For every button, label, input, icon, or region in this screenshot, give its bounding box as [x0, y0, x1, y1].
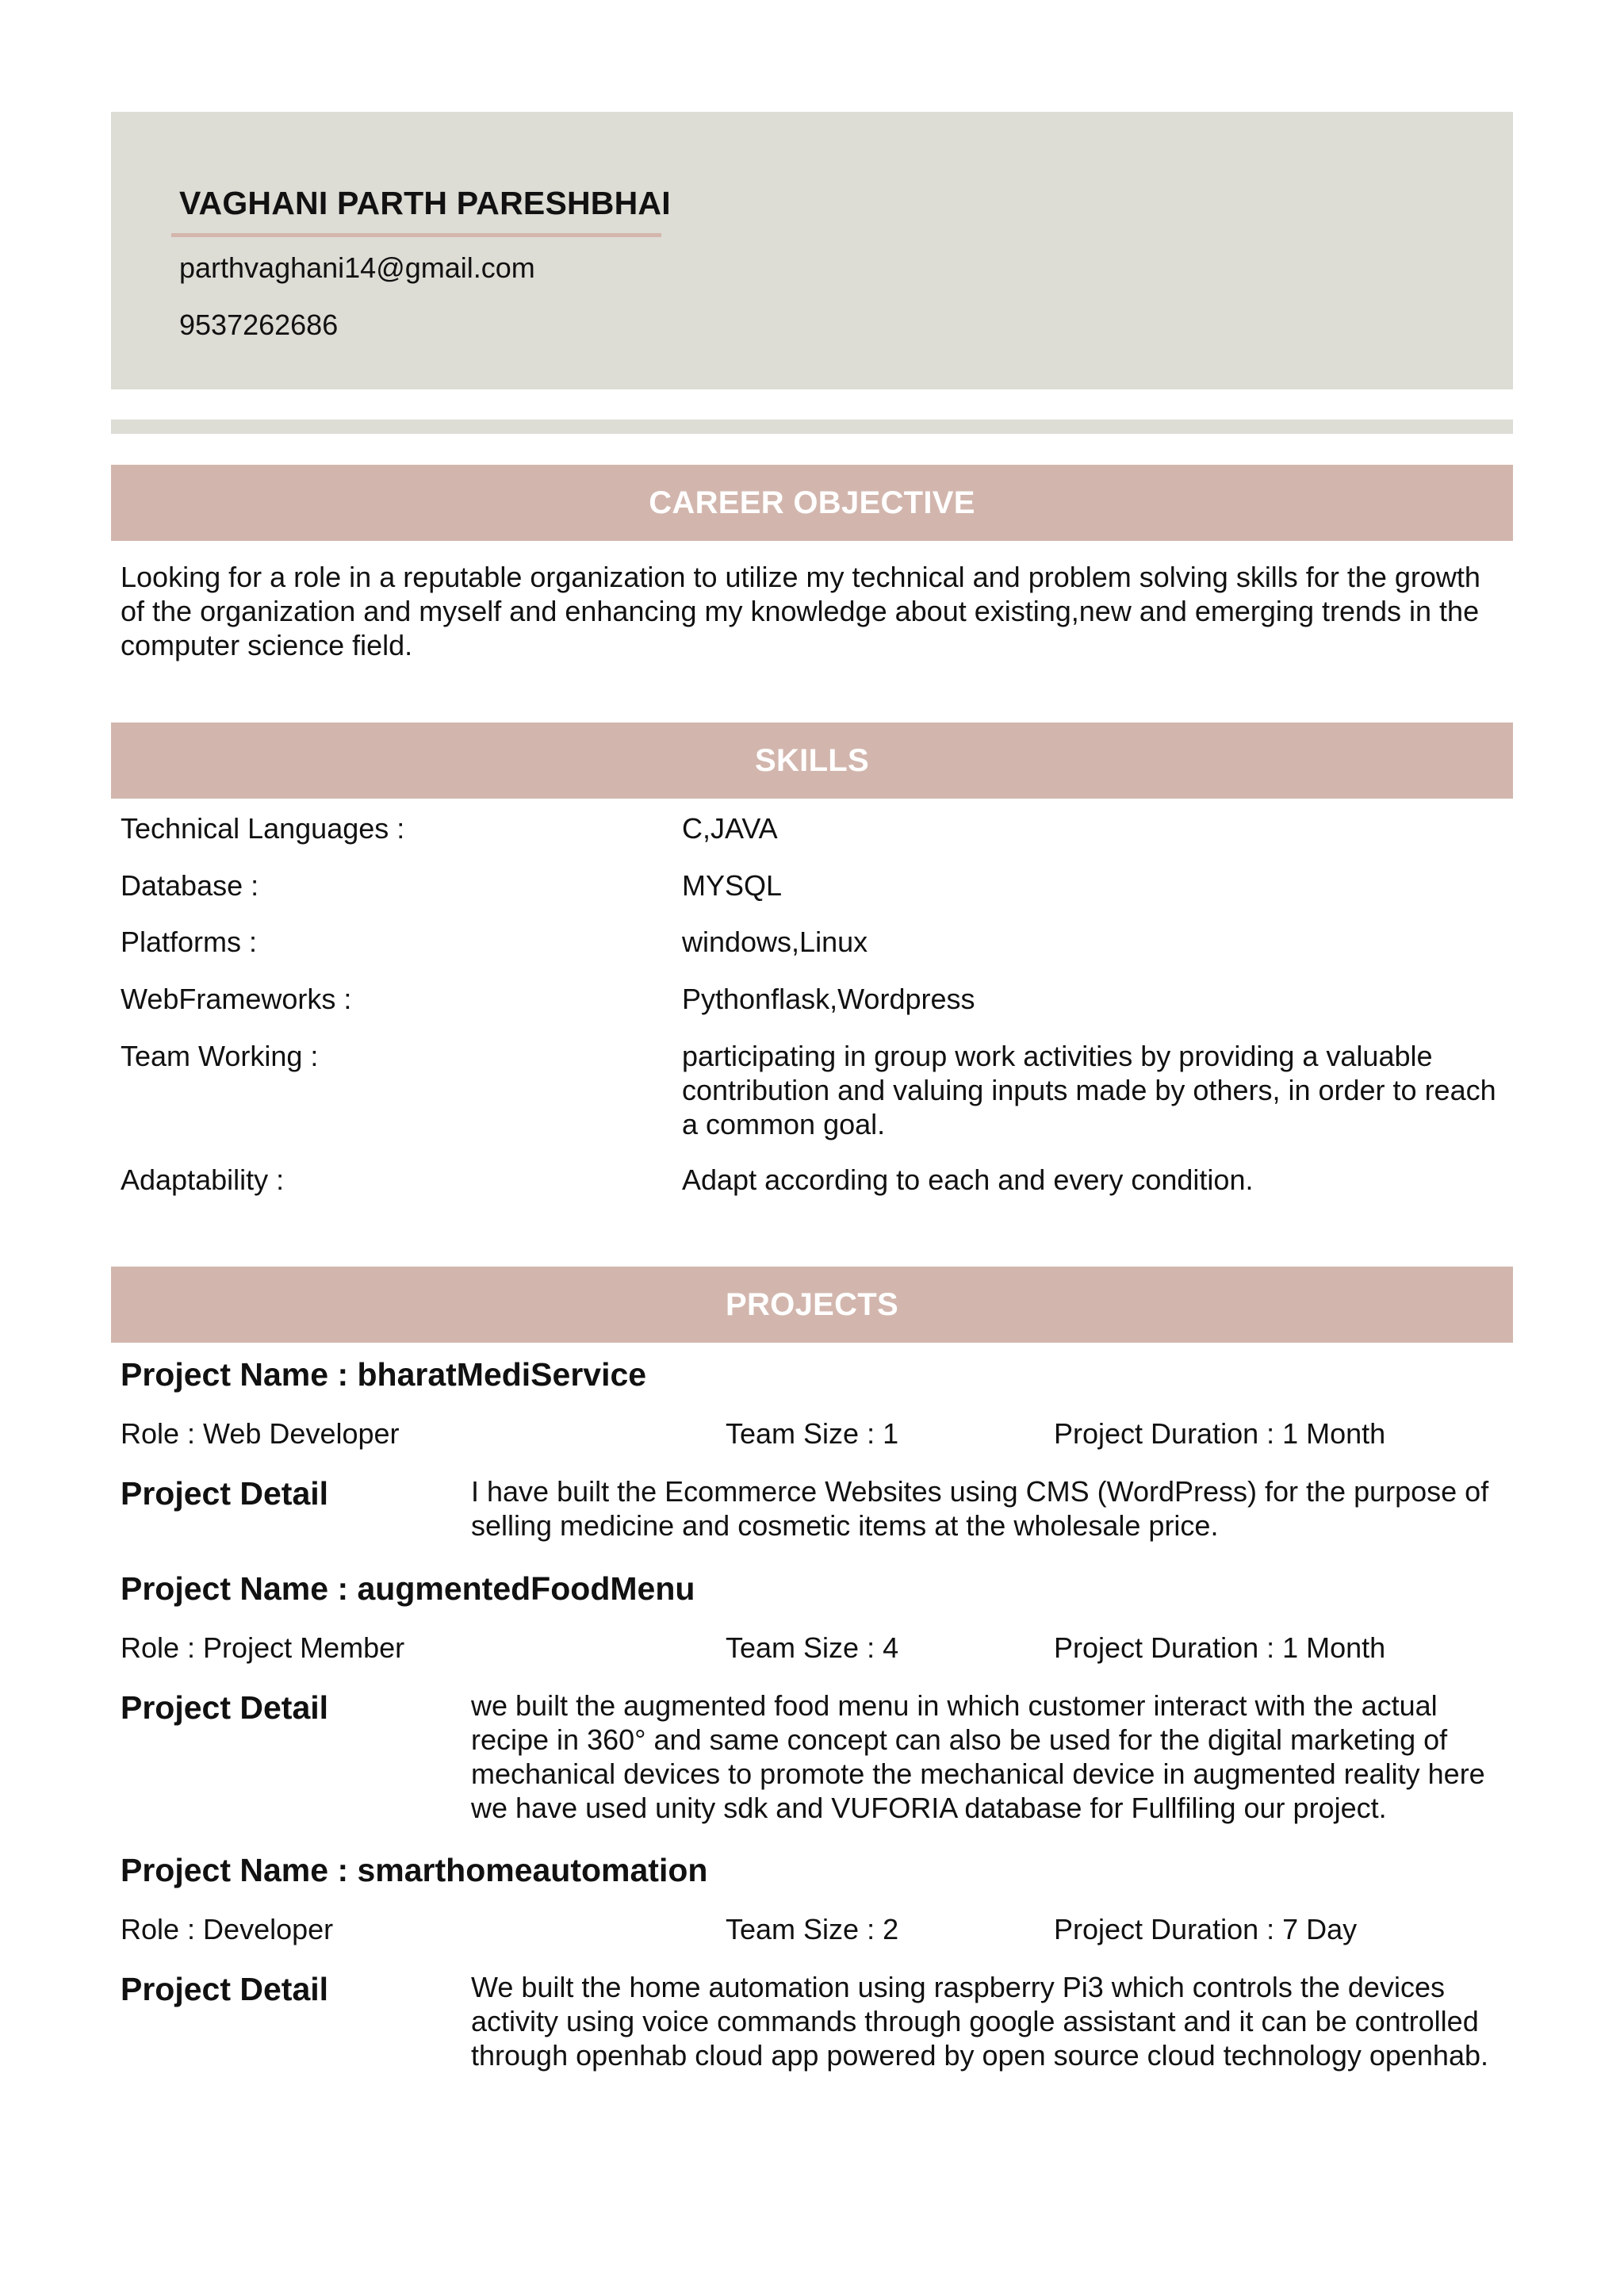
project-team-size: Team Size : 2	[726, 1913, 899, 1945]
skill-label: Technical Languages :	[121, 812, 405, 845]
skill-label: Adaptability :	[121, 1163, 285, 1196]
project-team-size: Team Size : 1	[726, 1417, 899, 1450]
skill-label: WebFrameworks :	[121, 983, 352, 1015]
name-underline	[171, 233, 661, 237]
project-detail-label: Project Detail	[121, 1971, 329, 2007]
project-detail-label: Project Detail	[121, 1689, 329, 1726]
project-team-size: Team Size : 4	[726, 1631, 899, 1664]
project-role: Role : Developer	[121, 1913, 334, 1945]
project-role: Role : Web Developer	[121, 1417, 400, 1450]
project-role: Role : Project Member	[121, 1631, 405, 1664]
email-text: parthvaghani14@gmail.com	[179, 251, 535, 284]
skill-value: windows,Linux	[682, 926, 868, 958]
skills-heading: SKILLS	[111, 723, 1513, 799]
skill-label: Platforms :	[121, 926, 258, 958]
skill-value: C,JAVA	[682, 812, 778, 845]
project-duration: Project Duration : 7 Day	[1054, 1913, 1358, 1945]
project-duration: Project Duration : 1 Month	[1054, 1417, 1386, 1450]
skill-label: Database :	[121, 869, 259, 902]
skill-value: Adapt according to each and every condition.	[682, 1163, 1254, 1196]
project-duration: Project Duration : 1 Month	[1054, 1631, 1386, 1664]
project-detail-label: Project Detail	[121, 1475, 329, 1512]
projects-heading: PROJECTS	[111, 1267, 1513, 1343]
career-objective-text: Looking for a role in a reputable organization to utilize my technical and problem solving skills for the growth of the organization and myself and enhancing my knowledge about existing,new and emerging trends in the computer science field.	[121, 561, 1480, 661]
project-name: Project Name : smarthomeautomation	[121, 1852, 708, 1888]
project-detail-text: we built the augmented food menu in which customer interact with the actual recipe in 360° and same concept can also be used for the digital marketing of mechanical devices to promote the mechanical device in augmented reality here we have used unity sdk and VUFORIA database for Fullfiling our project.	[471, 1689, 1485, 1824]
project-name: Project Name : augmentedFoodMenu	[121, 1570, 695, 1607]
divider-bar	[111, 420, 1513, 434]
project-detail-text: We built the home automation using raspberry Pi3 which controls the devices activity using voice commands through google assistant and it can be controlled through openhab cloud app powered by open source cloud technology openhab.	[471, 1971, 1488, 2072]
skill-value: Pythonflask,Wordpress	[682, 983, 975, 1015]
candidate-name: VAGHANI PARTH PARESHBHAI	[179, 185, 671, 221]
career-objective-heading: CAREER OBJECTIVE	[111, 465, 1513, 541]
skill-value: MYSQL	[682, 869, 783, 902]
skill-label: Team Working :	[121, 1040, 319, 1072]
skill-value: participating in group work activities by providing a valuable contribution and valuing inputs made by others, in order to reach a common goal.	[682, 1040, 1496, 1140]
project-name: Project Name : bharatMediService	[121, 1356, 647, 1393]
phone-text: 9537262686	[179, 309, 339, 341]
header-box	[111, 112, 1513, 389]
project-detail-text: I have built the Ecommerce Websites using CMS (WordPress) for the purpose of selling medicine and cosmetic items at the wholesale price.	[471, 1475, 1489, 1542]
